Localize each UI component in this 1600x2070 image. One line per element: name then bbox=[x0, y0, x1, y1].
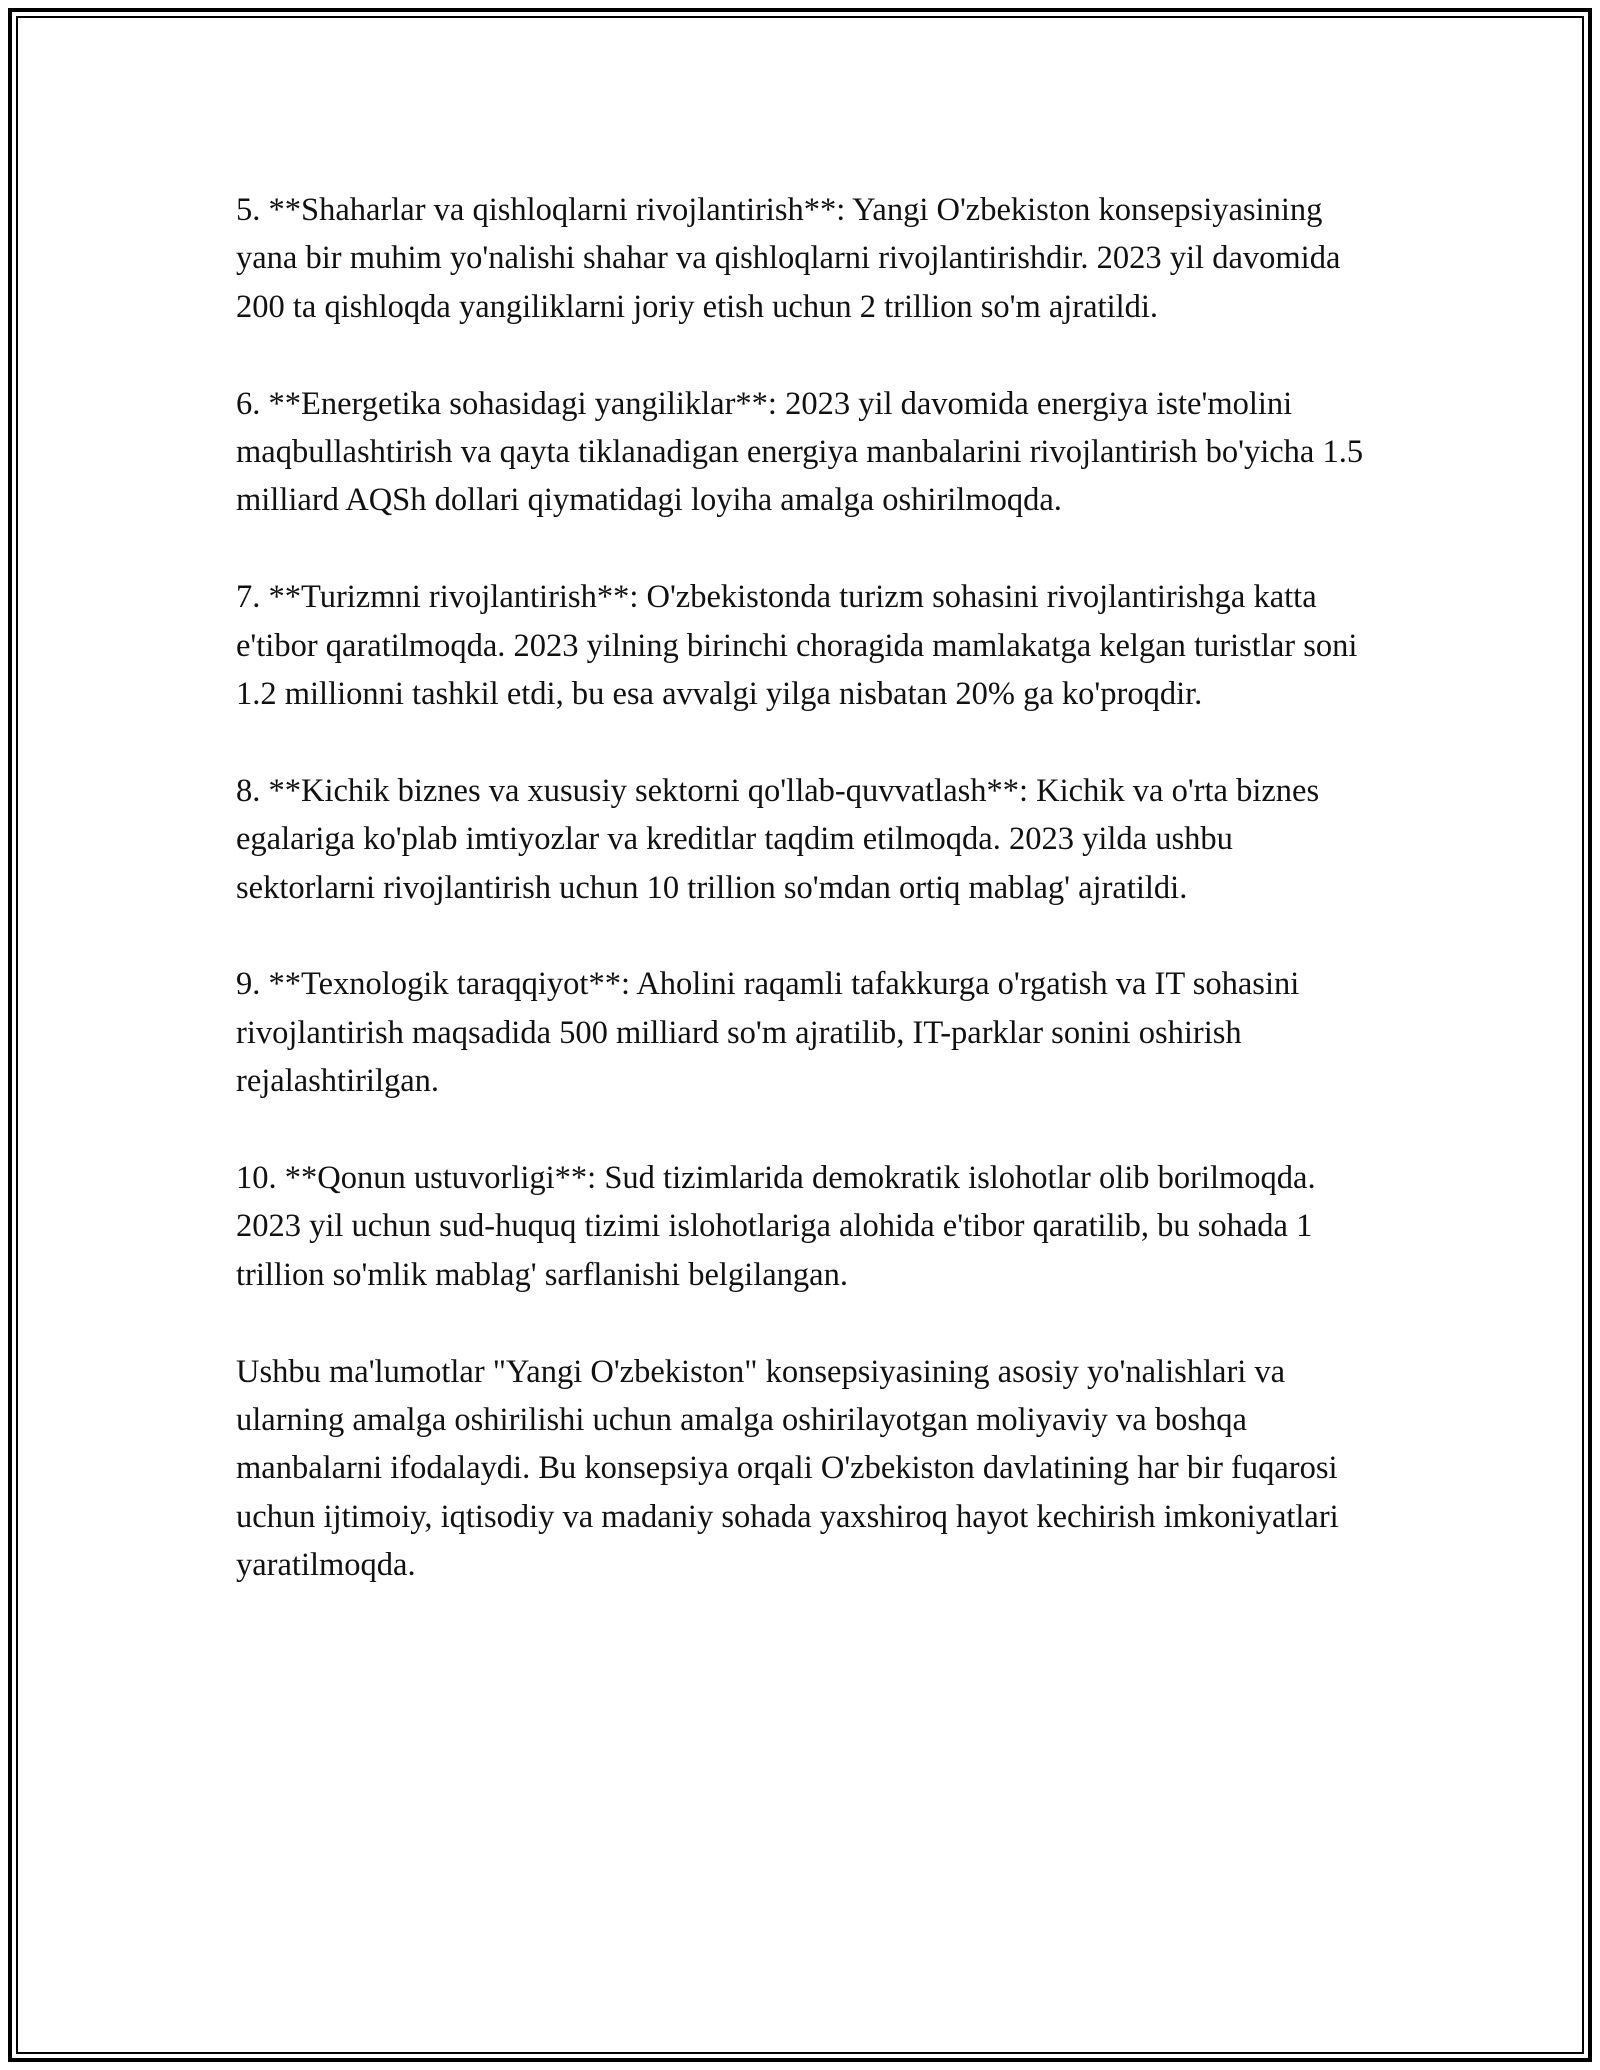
paragraph-kichik-biznes: 8. **Kichik biznes va xususiy sektorni qo'llab-quvvatlash**: Kichik va o'rta biznes egalariga ko'plab imtiyozlar va kreditlar taqdim etilmoqda. 2023 yilda ushbu sektorlarni rivojlantirish uchun 10 trillion so'mdan ortiq mablag' ajratildi. bbox=[236, 772, 1320, 906]
paragraph-shaharlar-qishloqlar: 5. **Shaharlar va qishloqlarni rivojlantirish**: Yangi O'zbekiston konsepsiyasining yana bir muhim yo'nalishi shahar va qishloqlarni rivojlantirishdir. 2023 yil davomida 200 ta qishloqda yangiliklarni joriy etish uchun 2 trillion so'm ajratildi. bbox=[236, 192, 1341, 325]
paragraph-qonun-ustuvorligi: 10. **Qonun ustuvorligi**: Sud tizimlarida demokratik islohotlar olib borilmoqda. 2023 yil uchun sud-huquq tizimi islohotlariga alohida e'tibor qaratilib, bu sohada 1 trillion so'mlik mablag' sarflanishi belgilangan. bbox=[236, 1160, 1316, 1293]
document-body bbox=[236, 186, 1376, 1638]
paragraph-turizm: 7. **Turizmni rivojlantirish**: O'zbekistonda turizm sohasini rivojlantirishga katta e'tibor qaratilmoqda. 2023 yilning birinchi choragida mamlakatga kelgan turistlar soni 1.2 millionni tashkil etdi, bu esa avvalgi yilga nisbatan 20% ga ko'proqdir. bbox=[236, 579, 1358, 713]
paragraph-energetika: 6. **Energetika sohasidagi yangiliklar**: 2023 yil davomida energiya iste'molini maqbullashtirish va qayta tiklanadigan energiya manbalarini rivojlantirish bo'yicha 1.5 milliard AQSh dollari qiymatidagi loyiha amalga oshirilmoqda. bbox=[236, 385, 1364, 519]
paragraph-conclusion: Ushbu ma'lumotlar "Yangi O'zbekiston" konsepsiyasining asosiy yo'nalishlari va ularning amalga oshirilishi uchun amalga oshirilayotgan moliyaviy va boshqa manbalarni ifodalaydi. Bu konsepsiya orqali O'zbekiston davlatining har bir fuqarosi uchun ijtimoiy, iqtisodiy va madaniy sohada yaxshiroq hayot kechirish imkoniyatlari yaratilmoqda. bbox=[236, 1353, 1339, 1584]
paragraph-texnologik-taraqqiyot: 9. **Texnologik taraqqiyot**: Aholini raqamli tafakkurga o'rgatish va IT sohasini rivojlantirish maqsadida 500 milliard so'm ajratilib, IT-parklar sonini oshirish rejalashtirilgan. bbox=[236, 966, 1300, 1100]
